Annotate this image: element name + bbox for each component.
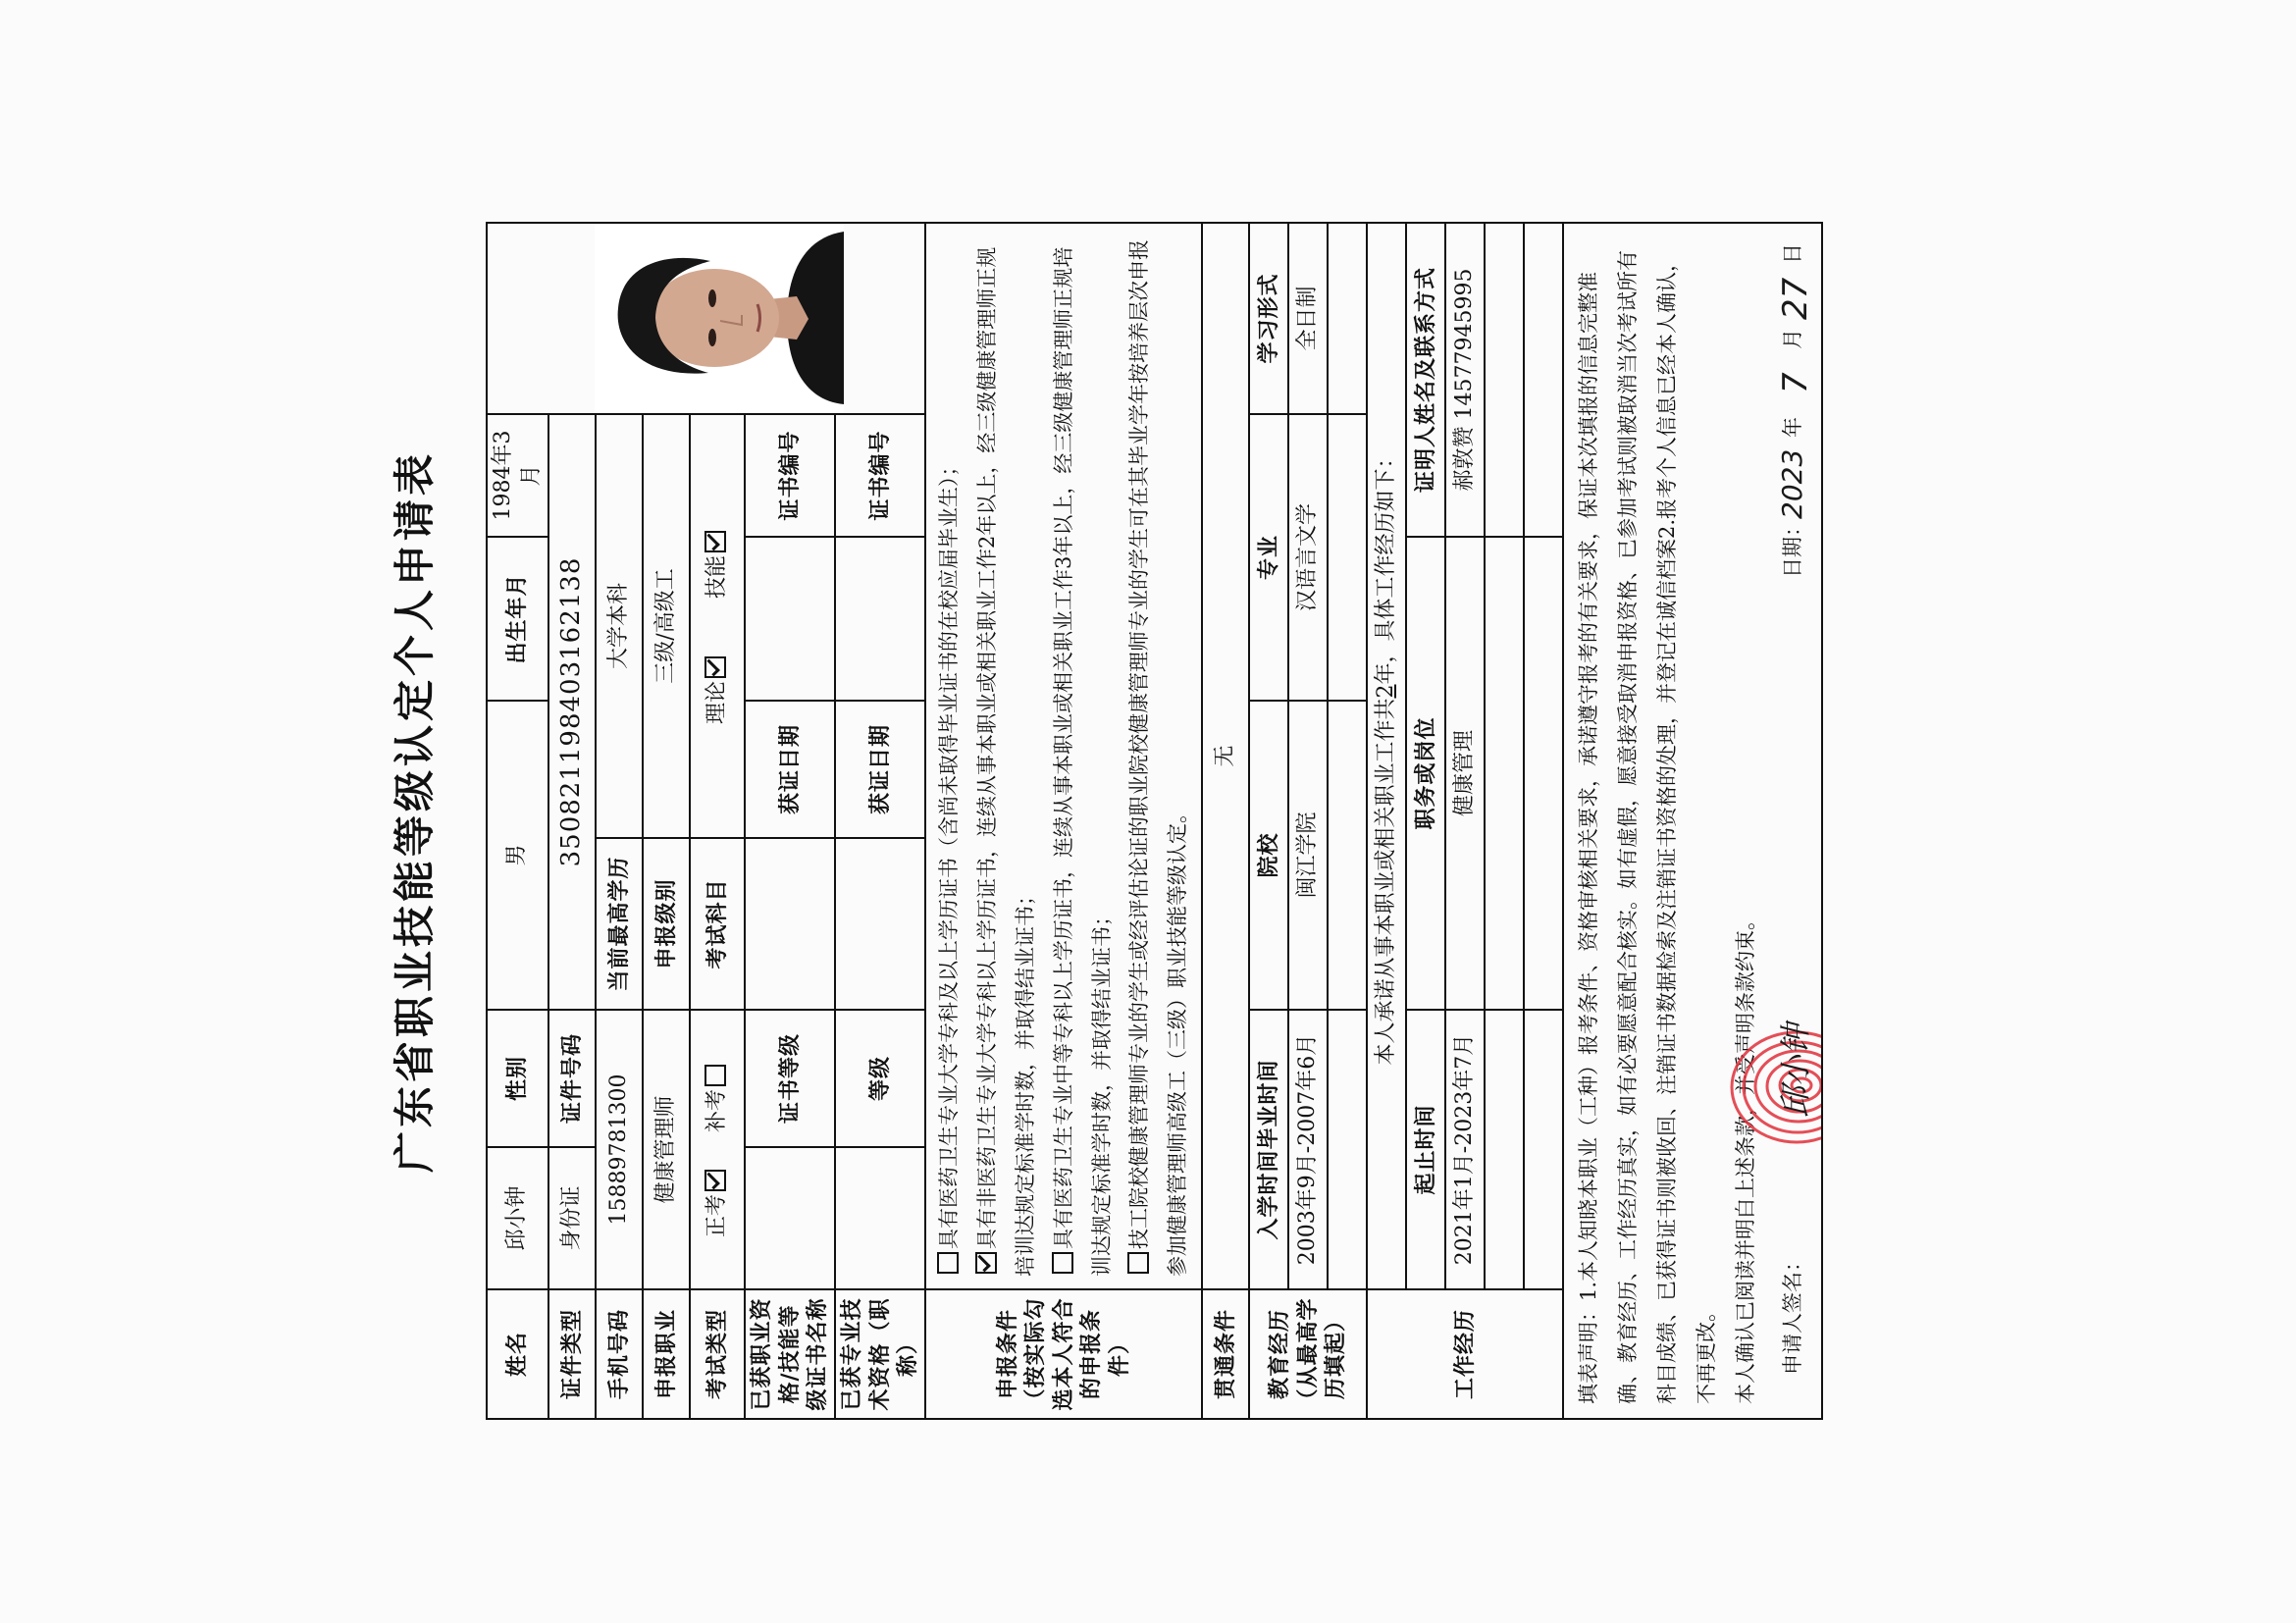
re-exam-label: 补考	[704, 1089, 729, 1133]
name-label: 姓名	[487, 1289, 548, 1419]
signature-line	[1772, 237, 1815, 1404]
conditions-list	[925, 223, 1202, 1289]
work-years: 2	[1373, 684, 1398, 699]
study-mode-header: 学习形式	[1249, 223, 1288, 414]
date-label: 日期：	[1780, 516, 1804, 578]
condition-4-checkbox[interactable]	[1127, 1252, 1149, 1274]
major-empty	[1328, 414, 1367, 701]
declaration-text: 填表声明：1.本人知晓本职业（工种）报考条件、资格审核相关要求，承诺遵守报考的有关要求，保证本次填报的信息完整准确、教育经历、工作经历真实，如有必要愿意配合核实。如有虚假，愿意接受取消申报资格、已参加考试则被取消当次考试所有科目成绩、已获得证书则被收回、注销证书数据检索及注销证书资格的处理，并登记在诚信档案2.报考个人信息已经本人确认，不再更改。	[1577, 250, 1718, 1404]
first-exam-label: 正考	[704, 1193, 729, 1237]
exam-subject-options	[690, 414, 745, 838]
conditions-label: 申报条件（按实际勾选本人符合的申报条件）	[925, 1289, 1202, 1419]
gender-value: 男	[487, 701, 548, 1010]
occupation-value: 健康管理师	[643, 1010, 690, 1289]
id-type-label: 证件类型	[548, 1289, 596, 1419]
title-date-value	[835, 537, 925, 701]
applicant-photo	[595, 225, 844, 412]
witness-value: 郝敦赞 14577945995	[1445, 223, 1485, 537]
skill-label: 技能	[704, 555, 729, 600]
study-mode-value: 全日制	[1288, 223, 1328, 414]
work-time-empty-2	[1524, 1010, 1563, 1289]
signature: 邱小钟	[1766, 923, 1822, 1218]
condition-1: 具有医药卫生专业大学专科及以上学历证书（含尚未取得毕业证书的在校应届毕业生）；	[930, 236, 968, 1277]
month-unit: 月	[1780, 329, 1804, 349]
education-label: 当前最高学历	[596, 838, 643, 1010]
exam-type-label: 考试类型	[690, 1289, 745, 1419]
work-time-header: 起止时间	[1406, 1010, 1445, 1289]
through-conditions-value: 无	[1202, 223, 1249, 1289]
birth-value: 1984年3月	[487, 414, 548, 537]
year-unit: 年	[1780, 417, 1804, 438]
cert-no-label: 证书编号	[745, 414, 835, 537]
skill-checkbox[interactable]	[704, 531, 726, 552]
level-value: 三级/高级工	[643, 414, 690, 838]
title-no-label: 证书编号	[835, 414, 925, 537]
form-table	[486, 222, 1823, 1420]
school-value: 闽江学院	[1288, 701, 1328, 1010]
grade-label: 等级	[835, 1010, 925, 1147]
position-empty-1	[1485, 537, 1524, 1010]
theory-label: 理论	[704, 680, 729, 724]
signature-label: 申请人签名：	[1780, 1251, 1804, 1375]
cert-date-value	[745, 537, 835, 701]
phone-value: 15889781300	[596, 1010, 643, 1289]
school-header: 院校	[1249, 701, 1288, 1010]
position-value: 健康管理	[1445, 537, 1485, 1010]
witness-empty-1	[1485, 223, 1524, 537]
work-time-empty-1	[1485, 1010, 1524, 1289]
title-cert-value	[835, 1147, 925, 1289]
condition-2-checkbox[interactable]	[975, 1252, 997, 1274]
phone-label: 手机号码	[596, 1289, 643, 1419]
first-exam-checkbox[interactable]	[704, 1170, 726, 1191]
education-history-label: 教育经历（从最高学历填起）	[1249, 1289, 1367, 1419]
qual-cert-value	[745, 1147, 835, 1289]
study-mode-empty	[1328, 223, 1367, 414]
position-empty-2	[1524, 537, 1563, 1010]
re-exam-checkbox[interactable]	[704, 1065, 726, 1086]
date-day: 27	[1775, 277, 1815, 320]
condition-4: 技工院校健康管理师专业的学生或经评估论证的职业院校健康管理师专业的学生可在其毕业学年按培养层次申报参加健康管理师高级工（三级）职业技能等级认定。	[1127, 239, 1190, 1277]
major-value: 汉语言文学	[1288, 414, 1328, 701]
id-type-value: 身份证	[548, 1147, 596, 1289]
declaration	[1563, 223, 1821, 1419]
work-history-label: 工作经历	[1367, 1289, 1563, 1419]
witness-empty-2	[1524, 223, 1563, 537]
qual-cert-label: 已获职业资格/技能等级证书名称	[745, 1289, 835, 1419]
level-label: 申报级别	[643, 838, 690, 1010]
title-cert-label: 已获专业技术资格（职称）	[835, 1289, 925, 1419]
work-time-value: 2021年1月-2023年7月	[1445, 1010, 1485, 1289]
application-form	[358, 0, 2296, 1623]
date-month: 7	[1775, 372, 1815, 393]
date-year: 2023	[1775, 448, 1808, 519]
cert-level-value	[745, 838, 835, 1010]
title-date-label: 获证日期	[835, 701, 925, 838]
condition-3-checkbox[interactable]	[1052, 1252, 1073, 1274]
condition-3: 具有医药卫生专业中等专科以上学历证书，连续从事本职业或相关职业工作3年以上，经三级健康管理师正规培训达规定标准学时数，并取得结业证书；	[1051, 246, 1114, 1277]
education-value: 大学本科	[596, 414, 643, 838]
declaration-confirm: 本人确认已阅读并明白上述条款，并受声明条款约束。	[1733, 910, 1757, 1404]
name-value: 邱小钟	[487, 1147, 548, 1289]
edu-time-value: 2003年9月-2007年6月	[1288, 1010, 1328, 1289]
id-number-value: 350821198403162138	[548, 414, 596, 1010]
exam-subject-label: 考试科目	[690, 838, 745, 1010]
theory-checkbox[interactable]	[704, 656, 726, 678]
witness-header: 证明人姓名及联系方式	[1406, 223, 1445, 537]
condition-1-checkbox[interactable]	[937, 1252, 959, 1274]
through-conditions-label: 贯通条件	[1202, 1289, 1249, 1419]
photo-cell	[487, 223, 925, 414]
id-number-label: 证件号码	[548, 1010, 596, 1147]
edu-time-empty	[1328, 1010, 1367, 1289]
occupation-label: 申报职业	[643, 1289, 690, 1419]
grade-value	[835, 838, 925, 1010]
gender-label: 性别	[487, 1010, 548, 1147]
condition-2: 具有非医药卫生专业大学专科以上学历证书，连续从事本职业或相关职业工作2年以上，经三级健康管理师正规培训达规定标准学时数，并取得结业证书；	[975, 246, 1037, 1277]
exam-type-options	[690, 1010, 745, 1289]
work-intro: 本人承诺从事本职业或相关职业工作共2年，具体工作经历如下：	[1367, 223, 1406, 1289]
position-header: 职务或岗位	[1406, 537, 1445, 1010]
day-unit: 日	[1780, 243, 1804, 264]
birth-label: 出生年月	[487, 537, 548, 701]
cert-date-label: 获证日期	[745, 701, 835, 838]
school-empty	[1328, 701, 1367, 1010]
cert-level-label: 证书等级	[745, 1010, 835, 1147]
edu-time-header: 入学时间毕业时间	[1249, 1010, 1288, 1289]
major-header: 专业	[1249, 414, 1288, 701]
page-title: 广东省职业技能等级认定个人申请表	[391, 450, 439, 1174]
